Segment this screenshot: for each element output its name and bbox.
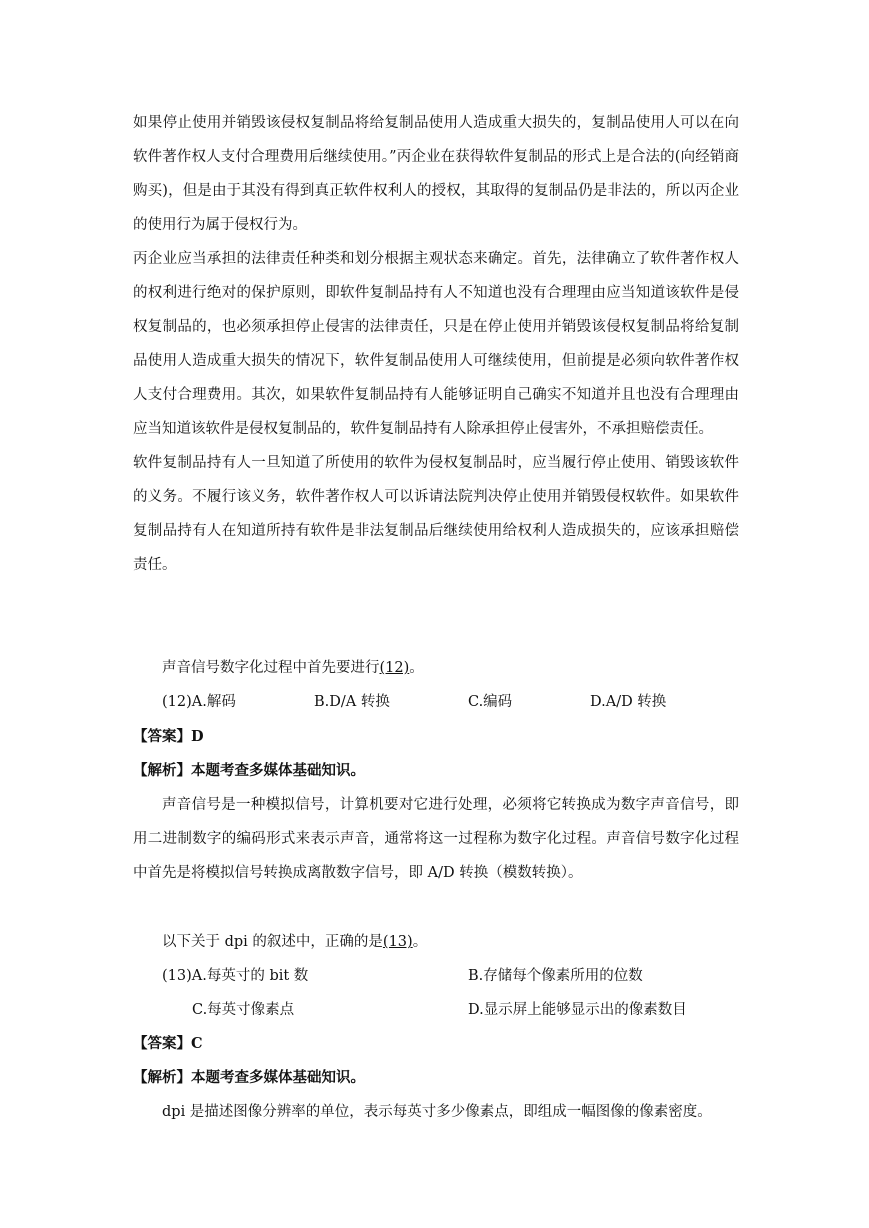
intro-paragraph-3: 软件复制品持有人一旦知道了所使用的软件为侵权复制品时，应当履行停止使用、销毁该软件的义务。不履行该义务，软件著作权人可以诉请法院判决停止使用并销毁侵权软件。如果软件复制品持有人在知道所持有软件是非法复制品后继续使用给权利人造成损失的，应该承担赔偿责任。 bbox=[133, 455, 739, 573]
q13-answer: 【答案】C bbox=[133, 1035, 203, 1052]
q12-option-c: C.编码 bbox=[468, 694, 513, 710]
q13-option-a: (13)A.每英寸的 bit 数 bbox=[162, 968, 309, 984]
intro-section bbox=[133, 106, 739, 582]
q13-analysis-text: dpi 是描述图像分辨率的单位，表示每英寸多少像素点，即组成一幅图像的像素密度。 bbox=[162, 1104, 712, 1120]
intro-paragraph-2: 丙企业应当承担的法律责任种类和划分根据主观状态来确定。首先，法律确立了软件著作权人的权利进行绝对的保护原则，即软件复制品持有人不知道也没有合理理由应当知道该软件是侵权复制品的，也必须承担停止侵害的法律责任，只是在停止使用并销毁该侵权复制品将给复制品使用人造成重大损失的情况下，软件复制品使用人可继续使用，但前提是必须向软件著作权人支付合理费用。其次，如果软件复制品持有人能够证明自己确实不知道并且也没有合理理由应当知道该软件是侵权复制品的，软件复制品持有人除承担停止侵害外，不承担赔偿责任。 bbox=[133, 251, 739, 437]
q13-option-d: D.显示屏上能够显示出的像素数目 bbox=[468, 1002, 687, 1018]
q12-stem-text: 声音信号数字化过程中首先要进行 bbox=[162, 660, 380, 676]
q13-analysis-heading: 【解析】本题考查多媒体基础知识。 bbox=[133, 1069, 365, 1086]
q12-analysis-text: 声音信号是一种模拟信号，计算机要对它进行处理，必须将它转换成为数字声音信号，即用二进制数字的编码形式来表示声音，通常将这一过程称为数字化过程。声音信号数字化过程中首先是将模拟信号转换成离散数字信号，即 A/D 转换（模数转换）。 bbox=[133, 797, 739, 881]
q13-stem-end: 。 bbox=[412, 934, 428, 950]
q12-option-a: (12)A.解码 bbox=[162, 694, 236, 710]
q12-option-b: B.D/A 转换 bbox=[314, 694, 390, 710]
q13-option-c: C.每英寸像素点 bbox=[192, 1002, 295, 1018]
q12-option-d: D.A/D 转换 bbox=[590, 694, 667, 710]
q12-blank: (12) bbox=[379, 660, 410, 676]
q13-blank: (13) bbox=[382, 934, 413, 950]
q13-analysis bbox=[133, 1095, 739, 1129]
intro-paragraph-1: 如果停止使用并销毁该侵权复制品将给复制品使用人造成重大损失的，复制品使用人可以在向软件著作权人支付合理费用后继续使用。”丙企业在获得软件复制品的形式上是合法的(向经销商购买)，但是由于其没有得到真正软件权利人的授权，其取得的复制品仍是非法的，所以丙企业的使用行为属于侵权行为。 bbox=[133, 115, 739, 233]
q12-stem bbox=[162, 658, 424, 678]
q13-option-b: B.存储每个像素所用的位数 bbox=[468, 968, 643, 984]
q12-answer: 【答案】D bbox=[133, 728, 204, 745]
q13-stem-text: 以下关于 dpi 的叙述中，正确的是 bbox=[162, 934, 383, 950]
q12-analysis-heading: 【解析】本题考查多媒体基础知识。 bbox=[133, 762, 365, 779]
q12-stem-end: 。 bbox=[409, 660, 424, 676]
q13-stem bbox=[162, 932, 427, 952]
q12-analysis bbox=[133, 788, 739, 890]
